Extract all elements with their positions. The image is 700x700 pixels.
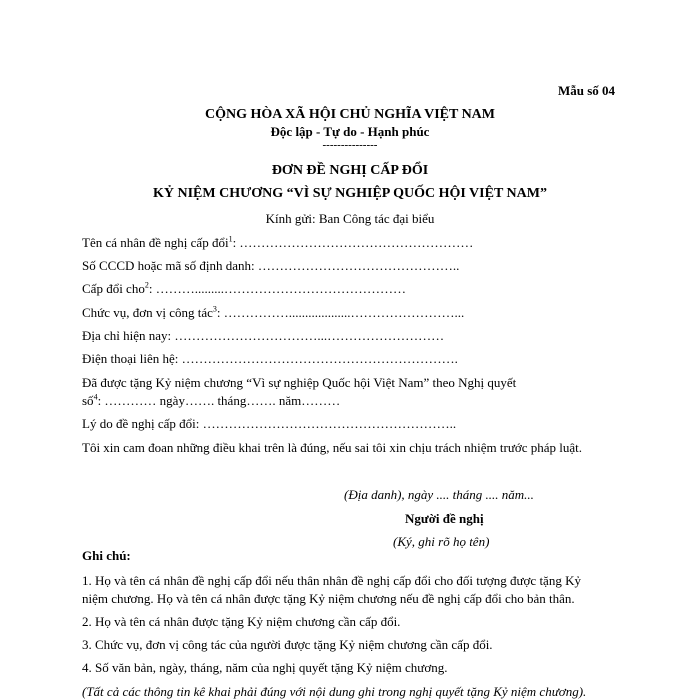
field-label: Địa chỉ hiện nay: [82,328,175,343]
field-phone [82,351,458,367]
recipient-line: Kính gửi: Ban Công tác đại biểu [265,211,435,226]
signature-instruction: (Ký, ghi rõ họ tên) [393,534,490,549]
signature-title: Người đề nghị [405,511,484,526]
field-label: Lý do đề nghị cấp đổi: [82,416,203,431]
field-position-unit [82,305,464,321]
field-exchange-for [82,281,406,297]
note-item: 4. Số văn bản, ngày, tháng, năm của nghị quyết tặng Kỷ niệm chương. [82,660,448,675]
field-dots: ………………………………………………….. [202,416,457,431]
field-id-number [82,258,459,274]
note-item: 3. Chức vụ, đơn vị công tác của người được tặng Kỷ niệm chương cần cấp đổi. [82,637,493,652]
field-dots: : ……………………………………………… [232,235,474,250]
header-separator: --------------- [322,139,378,151]
field-label: Cấp đổi cho [82,281,145,296]
field-label: Số CCCD hoặc mã số định danh: [82,258,258,273]
footnote-marker: 4 [93,392,98,402]
note-item: 2. Họ và tên cá nhân được tặng Kỷ niệm chương cần cấp đổi. [82,614,401,629]
field-label: Chức vụ, đơn vị công tác [82,305,213,320]
field-name [82,235,473,251]
field-reason [82,416,456,432]
field-label: Điện thoại liên hệ: [82,351,182,366]
country-name: CỘNG HÒA XÃ HỘI CHỦ NGHĨA VIỆT NAM [204,107,495,122]
field-dots: ……………………………………….. [257,258,460,273]
signature-place-date: (Địa danh), ngày .... tháng .... năm... [344,487,534,502]
decision-dots: : ………… ngày……. tháng……. năm……… [97,393,341,408]
footnote-marker: 3 [212,304,217,314]
footnote-marker: 1 [228,234,233,244]
field-dots: : ……………...................……………………... [216,305,465,320]
form-code: Mẫu số 04 [558,83,616,98]
decision-line2 [82,393,340,409]
field-address [82,328,444,344]
note-item: 1. Họ và tên cá nhân đề nghị cấp đổi nếu thân nhân đề nghị cấp đổi cho đối tượng được tặng Kỷ [82,573,581,588]
note-item: niệm chương. Họ và tên cá nhân được tặng Kỷ niệm chương nếu đề nghị cấp đổi cho bản thân. [82,591,575,606]
commitment-statement: Tôi xin cam đoan những điều khai trên là đúng, nếu sai tôi xin chịu trách nhiệm trước pháp luật. [82,440,583,455]
national-motto: Độc lập - Tự do - Hạnh phúc [270,124,430,139]
field-label: Tên cá nhân đề nghị cấp đổi [82,235,229,250]
field-dots: : ……….........…………………………………… [148,281,406,296]
decision-line1: Đã được tặng Kỷ niệm chương “Vì sự nghiệp Quốc hội Việt Nam” theo Nghị quyết [82,375,517,390]
field-dots: ………………………………………………………. [181,351,458,366]
form-title-line2: KỶ NIỆM CHƯƠNG “VÌ SỰ NGHIỆP QUỐC HỘI VIỆT NAM” [153,186,547,201]
footnote-marker: 2 [144,280,149,290]
field-dots: ……………………………...……………………… [174,328,445,343]
form-title-line1: ĐƠN ĐỀ NGHỊ CẤP ĐỔI [271,163,429,178]
decision-prefix: số [82,393,94,408]
notes-footer: (Tất cả các thông tin kê khai phải đúng với nội dung ghi trong nghị quyết tặng Kỷ niệm chương). [82,684,587,699]
notes-heading: Ghi chú: [82,548,131,563]
